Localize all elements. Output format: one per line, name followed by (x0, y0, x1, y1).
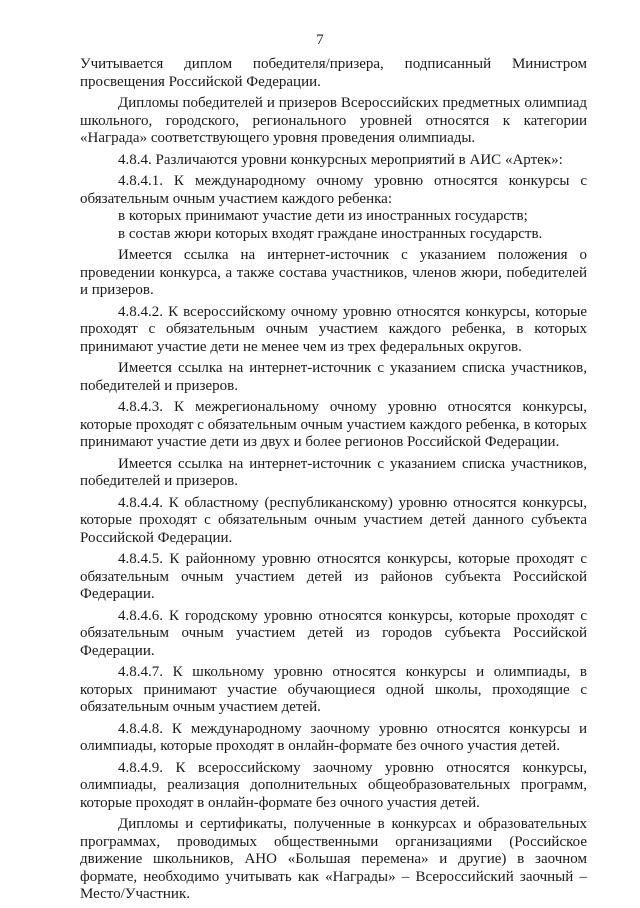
paragraph: Имеется ссылка на интернет-источник с указанием положения о проведении конкурса, а также состава участников, членов жюри, победителей и призеров. (80, 247, 587, 298)
paragraph: 4.8.4.4. К областному (республиканскому) уровню относятся конкурсы, которые проходят с обязательным очным участием детей данного субъекта Российской Федерации. (80, 494, 587, 546)
paragraph: 4.8.4.6. К городскому уровню относятся конкурсы, которые проходят с обязательным очным участием детей из городов субъекта Российской Федерации. (80, 607, 587, 659)
paragraph: Дипломы победителей и призеров Всероссийских предметных олимпиад школьного, городского, регионального уровней относятся к категории «Награда» соответствующего уровня проведения олимпиады. (80, 95, 587, 146)
paragraph: Имеется ссылка на интернет-источник с указанием списка участников, победителей и призеров. (80, 455, 587, 489)
paragraph: 4.8.4.7. К школьному уровню относятся конкурсы и олимпиады, в которых принимают участие обучающиеся одной школы, проходящие с обязательным очным участием детей. (80, 664, 587, 715)
paragraph: 4.8.4.8. К международному заочному уровню относятся конкурсы и олимпиады, которые проходят в онлайн-формате без очного участия детей. (80, 720, 587, 754)
paragraph: Учитывается диплом победителя/призера, подписанный Министром просвещения Российской Федерации. (80, 56, 587, 90)
page-number: 7 (316, 32, 324, 48)
paragraph: Имеется ссылка на интернет-источник с указанием списка участников, победителей и призеров. (80, 360, 587, 394)
paragraph: 4.8.4.2. К всероссийскому очному уровню относятся конкурсы, которые проходят с обязательным очным участием каждого ребенка, в которых принимают участие дети не менее чем из трех федеральных округов. (80, 303, 587, 355)
paragraph: 4.8.4.1. К международному очному уровню относятся конкурсы с обязательным очным участием каждого ребенка: (80, 173, 587, 207)
paragraph: 4.8.4.5. К районному уровню относятся конкурсы, которые проходят с обязательным очным участием детей из районов субъекта Российской Федерации. (80, 551, 587, 602)
paragraph: 4.8.4.3. К межрегиональному очному уровню относятся конкурсы, которые проходят с обязательным очным участием каждого ребенка, в которых принимают участие дети из двух и более регионов Российской Федерации. (80, 399, 587, 450)
paragraph: Дипломы и сертификаты, полученные в конкурсах и образовательных программах, проводимых общественными организациями (Российское движение школьников, АНО «Большая перемена» и другие) в заочном формате, необходимо учитывать как «Награды» – Всероссийский заочный – Место/Участник. (80, 816, 587, 902)
paragraph: 4.8.4.9. К всероссийскому заочному уровню относятся конкурсы, олимпиады, реализация дополнительных общеобразовательных программ, которые проходят в онлайн-формате без очного участия детей. (80, 759, 587, 811)
list-item: в состав жюри которых входят граждане иностранных государств. (118, 225, 543, 242)
paragraph: 4.8.4. Различаются уровни конкурсных мероприятий в АИС «Артек»: (118, 151, 563, 168)
list-item: в которых принимают участие дети из иностранных государств; (118, 208, 528, 224)
document-body (80, 56, 587, 908)
